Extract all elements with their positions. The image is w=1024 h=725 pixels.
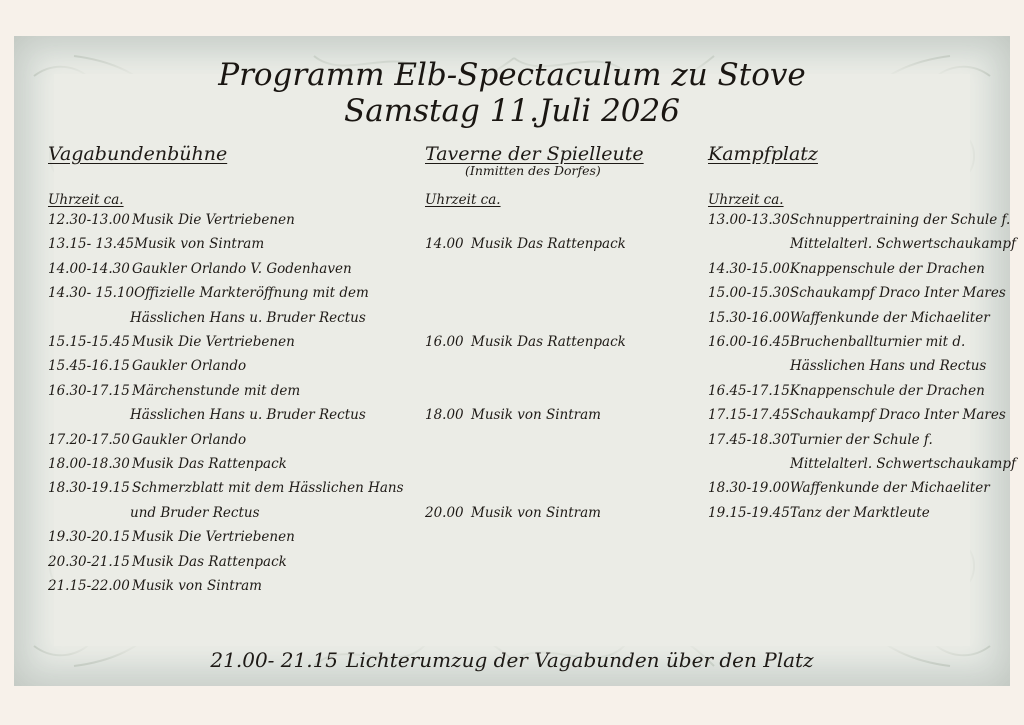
- row-event: Schaukampf Draco Inter Mares: [789, 285, 1006, 302]
- schedule-row: [48, 309, 366, 327]
- row-time: 13.00-13.30: [708, 212, 790, 228]
- schedule-row: [708, 455, 1016, 473]
- schedule-row: [708, 333, 965, 351]
- row-time: 16.00: [425, 334, 464, 350]
- schedule-row: [708, 357, 986, 375]
- row-event: Turnier der Schule f.: [789, 431, 933, 448]
- row-time: 16.45-17.15: [708, 382, 790, 399]
- schedule-row: [425, 406, 601, 424]
- schedule-row: [708, 309, 990, 327]
- row-event: Musik von Sintram: [471, 407, 601, 424]
- schedule-row: [48, 577, 262, 595]
- schedule-row: [48, 382, 300, 400]
- row-time: 12.30-13.00: [48, 212, 130, 228]
- column-kampfplatz: [708, 142, 1008, 166]
- row-event: Schaukampf Draco Inter Mares: [789, 407, 1006, 424]
- row-event: Offizielle Markteröffnung mit dem: [134, 285, 369, 302]
- row-event: Waffenkunde der Michaeliter: [789, 309, 990, 326]
- finale-line: [0, 647, 1024, 673]
- page-title: Programm Elb-Spectaculum zu Stove: [218, 57, 806, 93]
- column-heading: Vagabundenbühne: [48, 143, 228, 165]
- schedule-row: [708, 382, 985, 400]
- row-event: Gaukler Orlando: [132, 358, 247, 375]
- schedule-row: [425, 333, 626, 351]
- schedule-row: [708, 504, 930, 522]
- row-event: Musik Das Rattenpack: [132, 456, 287, 472]
- row-event: Märchenstunde mit dem: [132, 382, 301, 399]
- row-time: 14.00: [425, 236, 464, 253]
- row-event: Bruchenballturnier mit d.: [789, 334, 966, 350]
- row-event: Knappenschule der Drachen: [789, 382, 985, 399]
- row-event: Gaukler Orlando V. Godenhaven: [132, 260, 352, 277]
- row-event: Hässlichen Hans u. Bruder Rectus: [130, 309, 366, 326]
- schedule-row: [48, 406, 366, 424]
- schedule-row: [48, 357, 246, 375]
- time-label: Uhrzeit ca.: [425, 192, 501, 208]
- row-event: Tanz der Marktleute: [789, 504, 930, 521]
- row-time: 14.00-14.30: [48, 260, 130, 277]
- row-event: Musik von Sintram: [471, 504, 601, 521]
- row-event: Musik Das Rattenpack: [471, 334, 626, 350]
- row-time: 19.30-20.15: [48, 529, 130, 546]
- column-vagabundenbuehne: [48, 142, 418, 166]
- schedule-row: [48, 284, 369, 302]
- row-event: Schmerzblatt mit dem Hässlichen Hans: [132, 480, 404, 497]
- row-time: 14.30-15.00: [708, 260, 790, 277]
- schedule-row: [708, 235, 1016, 253]
- schedule-row: [48, 431, 246, 449]
- schedule-row: [708, 260, 985, 278]
- row-event: Schnuppertraining der Schule f.: [789, 212, 1011, 228]
- row-time: 15.30-16.00: [708, 309, 790, 326]
- row-event: Mittelalterl. Schwertschaukampf: [790, 456, 1016, 472]
- row-event: Hässlichen Hans u. Bruder Rectus: [130, 407, 366, 424]
- time-label: Uhrzeit ca.: [48, 192, 124, 208]
- schedule-row: [425, 504, 601, 522]
- finale-time: 21.00- 21.15: [210, 648, 339, 672]
- column-subheading: (Inmitten des Dorfes): [465, 163, 601, 178]
- row-time: 17.20-17.50: [48, 431, 130, 448]
- schedule-row: [708, 431, 933, 449]
- column-heading: Taverne der Spielleute: [425, 143, 644, 165]
- row-time: 15.15-15.45: [48, 334, 130, 350]
- schedule-row: [48, 235, 264, 253]
- row-time: 16.00-16.45: [708, 334, 790, 350]
- row-event: Musik Die Vertriebenen: [132, 334, 295, 350]
- row-event: Musik von Sintram: [134, 236, 265, 253]
- schedule-row: [48, 479, 404, 497]
- page-date: Samstag 11.Juli 2026: [344, 93, 680, 129]
- row-event: und Bruder Rectus: [130, 504, 260, 521]
- schedule-row: [48, 504, 260, 522]
- row-time: 18.30-19.00: [708, 480, 790, 497]
- schedule-row: [48, 260, 352, 278]
- row-time: 14.30- 15.10: [48, 285, 135, 302]
- schedule-row: [708, 479, 990, 497]
- row-event: Musik Das Rattenpack: [132, 553, 287, 570]
- schedule-row: [48, 455, 287, 473]
- row-event: Knappenschule der Drachen: [789, 260, 985, 277]
- row-time: 16.30-17.15: [48, 382, 130, 399]
- schedule-row: [708, 406, 1006, 424]
- row-event: Musik Die Vertriebenen: [132, 212, 295, 228]
- row-time: 20.00: [425, 504, 464, 521]
- schedule-row: [48, 553, 287, 571]
- row-event: Gaukler Orlando: [132, 431, 247, 448]
- schedule-row: [48, 211, 295, 229]
- time-label: Uhrzeit ca.: [708, 192, 784, 208]
- schedule-row: [425, 235, 626, 253]
- row-time: 20.30-21.15: [48, 553, 130, 570]
- row-event: Mittelalterl. Schwertschaukampf: [790, 236, 1016, 253]
- row-time: 15.00-15.30: [708, 285, 790, 302]
- row-event: Musik Die Vertriebenen: [132, 529, 295, 546]
- row-time: 17.45-18.30: [708, 431, 790, 448]
- schedule-row: [708, 211, 1010, 229]
- row-time: 21.15-22.00: [48, 578, 130, 594]
- row-time: 18.30-19.15: [48, 480, 130, 497]
- column-taverne: [425, 142, 695, 178]
- row-event: Musik von Sintram: [132, 578, 262, 594]
- row-event: Waffenkunde der Michaeliter: [789, 480, 990, 497]
- row-event: Hässlichen Hans und Rectus: [790, 358, 987, 375]
- row-time: 18.00-18.30: [48, 456, 130, 472]
- column-heading: Kampfplatz: [708, 143, 818, 165]
- finale-event: Lichterumzug der Vagabunden über den Platz: [346, 648, 814, 672]
- row-time: 15.45-16.15: [48, 358, 130, 375]
- row-event: Musik Das Rattenpack: [471, 236, 626, 253]
- row-time: 19.15-19.45: [708, 504, 790, 521]
- schedule-row: [48, 333, 295, 351]
- row-time: 18.00: [425, 407, 464, 424]
- schedule-row: [708, 284, 1006, 302]
- row-time: 13.15- 13.45: [48, 236, 135, 253]
- row-time: 17.15-17.45: [708, 407, 790, 424]
- schedule-row: [48, 528, 295, 546]
